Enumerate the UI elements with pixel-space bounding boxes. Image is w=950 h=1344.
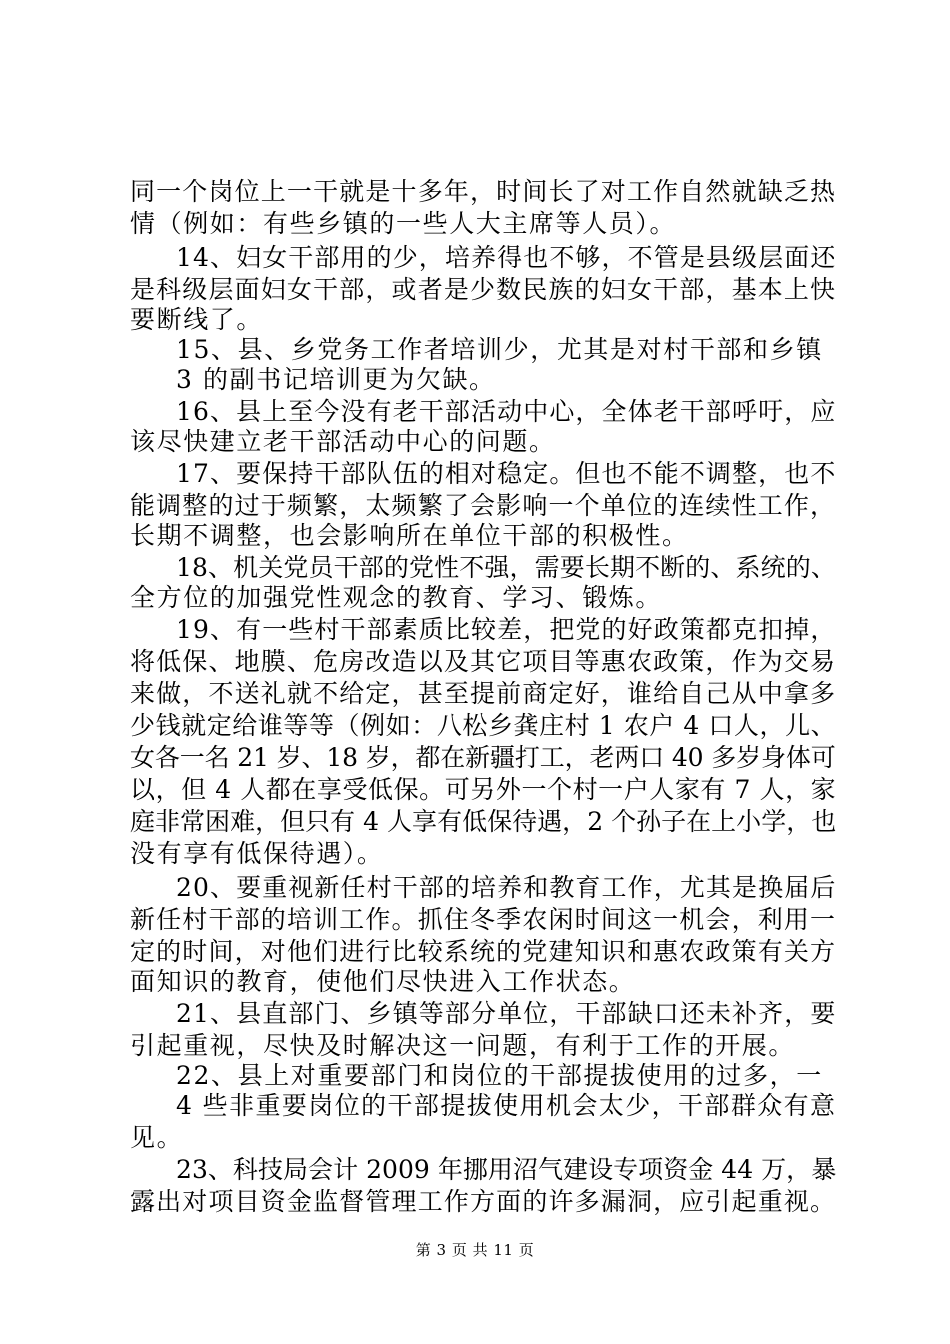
text-line: 没有享有低保待遇）。 <box>130 839 384 868</box>
text-line: 能调整的过于频繁，太频繁了会影响一个单位的连续性工作， <box>130 491 837 520</box>
text-line: 新任村干部的培训工作。抓住冬季农闲时间这一机会，利用一 <box>130 905 837 934</box>
text-line: 以，但 4 人都在享受低保。可另外一个村一户人家有 7 人，家 <box>130 775 837 804</box>
text-line: 4 些非重要岗位的干部提拔使用机会太少，干部群众有意 <box>176 1091 837 1120</box>
text-line: 面知识的教育，使他们尽快进入工作状态。 <box>130 967 636 996</box>
paragraph-14-start: 14、妇女干部用的少，培养得也不够，不管是县级层面还 <box>176 243 837 272</box>
text-line: 引起重视，尽快及时解决这一问题，有利于工作的开展。 <box>130 1031 796 1060</box>
text-line: 见。 <box>130 1123 184 1152</box>
text-line: 来做，不送礼就不给定，甚至提前商定好，谁给自己从中拿多 <box>130 679 837 708</box>
text-line: 庭非常困难，但只有 4 人享有低保待遇，2 个孙子在上小学，也 <box>130 807 837 836</box>
text-line: 同一个岗位上一干就是十多年，时间长了对工作自然就缺乏热 <box>130 177 837 206</box>
text-line: 将低保、地膜、危房改造以及其它项目等惠农政策，作为交易 <box>130 647 837 676</box>
text-line: 该尽快建立老干部活动中心的问题。 <box>130 427 556 456</box>
text-line: 女各一名 21 岁、18 岁，都在新疆打工，老两口 40 多岁身体可 <box>130 743 836 772</box>
text-line: 3 的副书记培训更为欠缺。 <box>176 365 496 394</box>
text-line: 露出对项目资金监督管理工作方面的许多漏洞，应引起重视。 <box>130 1187 837 1216</box>
paragraph-21-start: 21、县直部门、乡镇等部分单位，干部缺口还未补齐，要 <box>176 999 837 1028</box>
text-line: 长期不调整，也会影响所在单位干部的积极性。 <box>130 521 689 550</box>
text-line: 是科级层面妇女干部，或者是少数民族的妇女干部，基本上快 <box>130 275 837 304</box>
paragraph-16-start: 16、县上至今没有老干部活动中心，全体老干部呼吁，应 <box>176 397 837 426</box>
text-line: 全方位的加强党性观念的教育、学习、锻炼。 <box>130 583 663 612</box>
paragraph-19-start: 19、有一些村干部素质比较差，把党的好政策都克扣掉， <box>176 615 837 644</box>
paragraph-15-start: 15、县、乡党务工作者培训少，尤其是对村干部和乡镇 <box>176 335 823 364</box>
text-line: 要断线了。 <box>130 305 264 334</box>
paragraph-18-start: 18、机关党员干部的党性不强，需要长期不断的、系统的、 <box>176 553 837 582</box>
paragraph-17-start: 17、要保持干部队伍的相对稳定。但也不能不调整，也不 <box>176 459 837 488</box>
page-number-footer: 第 3 页 共 11 页 <box>415 1241 535 1259</box>
text-line: 少钱就定给谁等等（例如：八松乡龚庄村 1 农户 4 口人，儿、 <box>130 711 837 740</box>
text-line: 情（例如：有些乡镇的一些人大主席等人员）。 <box>130 209 677 238</box>
paragraph-20-start: 20、要重视新任村干部的培养和教育工作，尤其是换届后 <box>176 873 837 902</box>
paragraph-23-start: 23、科技局会计 2009 年挪用沼气建设专项资金 44 万，暴 <box>176 1155 837 1184</box>
text-line: 定的时间，对他们进行比较系统的党建知识和惠农政策有关方 <box>130 937 837 966</box>
paragraph-22-start: 22、县上对重要部门和岗位的干部提拔使用的过多，一 <box>176 1061 823 1090</box>
